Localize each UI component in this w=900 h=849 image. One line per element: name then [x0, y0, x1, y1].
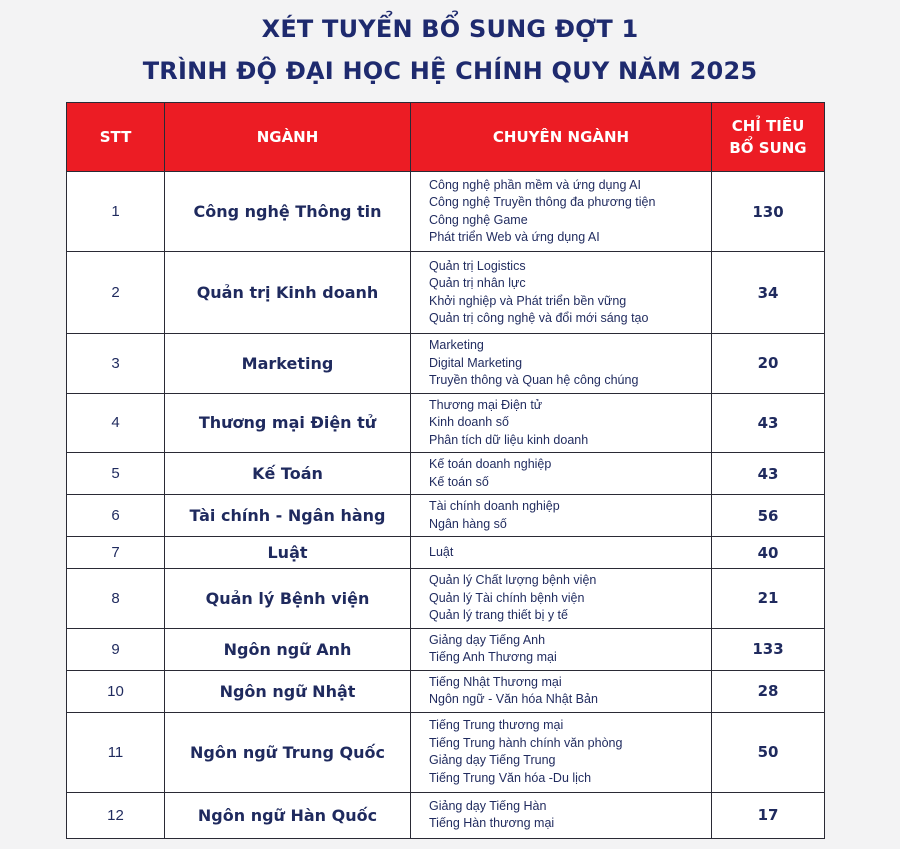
table-row — [67, 628, 825, 670]
specialization-item: Phát triển Web và ứng dụng AI — [429, 230, 600, 244]
row-specializations — [411, 453, 712, 495]
specialization-item: Công nghệ Game — [429, 212, 528, 227]
row-quota: 56 — [712, 495, 825, 537]
specialization-item: Ngân hàng số — [429, 516, 507, 531]
row-major: Luật — [165, 537, 411, 569]
specialization-item: Khởi nghiệp và Phát triển bền vững — [429, 293, 627, 308]
specialization-item: Quản trị Logistics — [429, 258, 526, 273]
specialization-item: Marketing — [429, 338, 484, 352]
row-stt: 4 — [67, 393, 165, 453]
row-quota: 20 — [712, 334, 825, 394]
specialization-item: Ngôn ngữ - Văn hóa Nhật Bản — [429, 692, 598, 706]
row-specializations — [411, 569, 712, 629]
specialization-item: Truyền thông và Quan hệ công chúng — [429, 373, 639, 387]
row-stt: 3 — [67, 334, 165, 394]
header-major: NGÀNH — [165, 103, 411, 172]
header-quota — [712, 103, 825, 172]
row-major: Kế Toán — [165, 453, 411, 495]
row-quota: 40 — [712, 537, 825, 569]
table-row — [67, 172, 825, 252]
specialization-item: Công nghệ phần mềm và ứng dụng AI — [429, 177, 641, 192]
row-major: Marketing — [165, 334, 411, 394]
specialization-item: Quản lý Chất lượng bệnh viện — [429, 573, 597, 587]
row-specializations — [411, 628, 712, 670]
row-quota: 50 — [712, 712, 825, 792]
row-stt: 12 — [67, 792, 165, 838]
specialization-item: Quản trị công nghệ và đổi mới sáng tạo — [429, 311, 649, 325]
specialization-item: Giảng dạy Tiếng Anh — [429, 632, 546, 647]
page-title — [0, 8, 900, 92]
row-stt: 2 — [67, 252, 165, 334]
table-row — [67, 537, 825, 569]
row-major: Quản trị Kinh doanh — [165, 252, 411, 334]
specialization-item: Tiếng Nhật Thương mại — [429, 674, 562, 689]
specialization-item: Công nghệ Truyền thông đa phương tiện — [429, 195, 656, 209]
table-row — [67, 334, 825, 394]
table-row — [67, 670, 825, 712]
specialization-item: Phân tích dữ liệu kinh doanh — [429, 432, 589, 447]
row-specializations — [411, 792, 712, 838]
specialization-item: Thương mại Điện tử — [429, 397, 543, 412]
specialization-item: Tiếng Trung Văn hóa -Du lịch — [429, 770, 592, 785]
row-quota: 43 — [712, 393, 825, 453]
row-quota: 133 — [712, 628, 825, 670]
specialization-item: Tiếng Trung hành chính văn phòng — [429, 735, 623, 750]
row-major: Công nghệ Thông tin — [165, 172, 411, 252]
specialization-item: Kế toán số — [429, 474, 489, 489]
header-stt: STT — [67, 103, 165, 172]
row-major: Ngôn ngữ Nhật — [165, 670, 411, 712]
row-quota: 21 — [712, 569, 825, 629]
header-specialization: CHUYÊN NGÀNH — [411, 103, 712, 172]
row-quota: 43 — [712, 453, 825, 495]
specialization-item: Quản lý trang thiết bị y tế — [429, 608, 568, 622]
table-body — [67, 172, 825, 839]
table-row — [67, 453, 825, 495]
table-row — [67, 495, 825, 537]
title-line-2: TRÌNH ĐỘ ĐẠI HỌC HỆ CHÍNH QUY NĂM 2025 — [142, 57, 758, 85]
row-stt: 1 — [67, 172, 165, 252]
specialization-item: Tiếng Hàn thương mại — [429, 816, 555, 830]
table-header-row — [67, 103, 825, 172]
specialization-item: Luật — [429, 544, 454, 559]
row-specializations — [411, 334, 712, 394]
specialization-item: Giảng dạy Tiếng Trung — [429, 753, 556, 767]
row-stt: 9 — [67, 628, 165, 670]
row-stt: 10 — [67, 670, 165, 712]
specialization-item: Kinh doanh số — [429, 415, 509, 429]
row-specializations — [411, 670, 712, 712]
row-stt: 8 — [67, 569, 165, 629]
specialization-item: Digital Marketing — [429, 355, 523, 370]
row-stt: 5 — [67, 453, 165, 495]
row-stt: 6 — [67, 495, 165, 537]
table-row — [67, 569, 825, 629]
row-quota: 34 — [712, 252, 825, 334]
row-specializations — [411, 495, 712, 537]
row-major: Quản lý Bệnh viện — [165, 569, 411, 629]
specialization-item: Quản trị nhân lực — [429, 276, 526, 290]
row-quota: 28 — [712, 670, 825, 712]
row-stt: 7 — [67, 537, 165, 569]
row-specializations — [411, 252, 712, 334]
table-row — [67, 393, 825, 453]
row-major: Ngôn ngữ Hàn Quốc — [165, 792, 411, 838]
row-specializations — [411, 537, 712, 569]
specialization-item: Tài chính doanh nghiệp — [429, 499, 560, 513]
title-line-1: XÉT TUYỂN BỔ SUNG ĐỢT 1 — [261, 15, 639, 43]
table-row — [67, 792, 825, 838]
row-specializations — [411, 172, 712, 252]
specialization-item: Kế toán doanh nghiệp — [429, 457, 552, 471]
row-specializations — [411, 712, 712, 792]
specialization-item: Quản lý Tài chính bệnh viện — [429, 590, 585, 605]
admission-table — [66, 102, 825, 839]
row-major: Thương mại Điện tử — [165, 393, 411, 453]
table-row — [67, 712, 825, 792]
specialization-item: Tiếng Trung thương mại — [429, 718, 564, 732]
table-row — [67, 252, 825, 334]
header-quota-line-2: BỔ SUNG — [729, 139, 807, 157]
header-quota-line-1: CHỈ TIÊU — [731, 117, 805, 135]
row-quota: 130 — [712, 172, 825, 252]
specialization-item: Giảng dạy Tiếng Hàn — [429, 798, 547, 813]
row-quota: 17 — [712, 792, 825, 838]
row-major: Ngôn ngữ Trung Quốc — [165, 712, 411, 792]
row-stt: 11 — [67, 712, 165, 792]
row-major: Tài chính - Ngân hàng — [165, 495, 411, 537]
row-major: Ngôn ngữ Anh — [165, 628, 411, 670]
row-specializations — [411, 393, 712, 453]
specialization-item: Tiếng Anh Thương mại — [429, 650, 557, 664]
